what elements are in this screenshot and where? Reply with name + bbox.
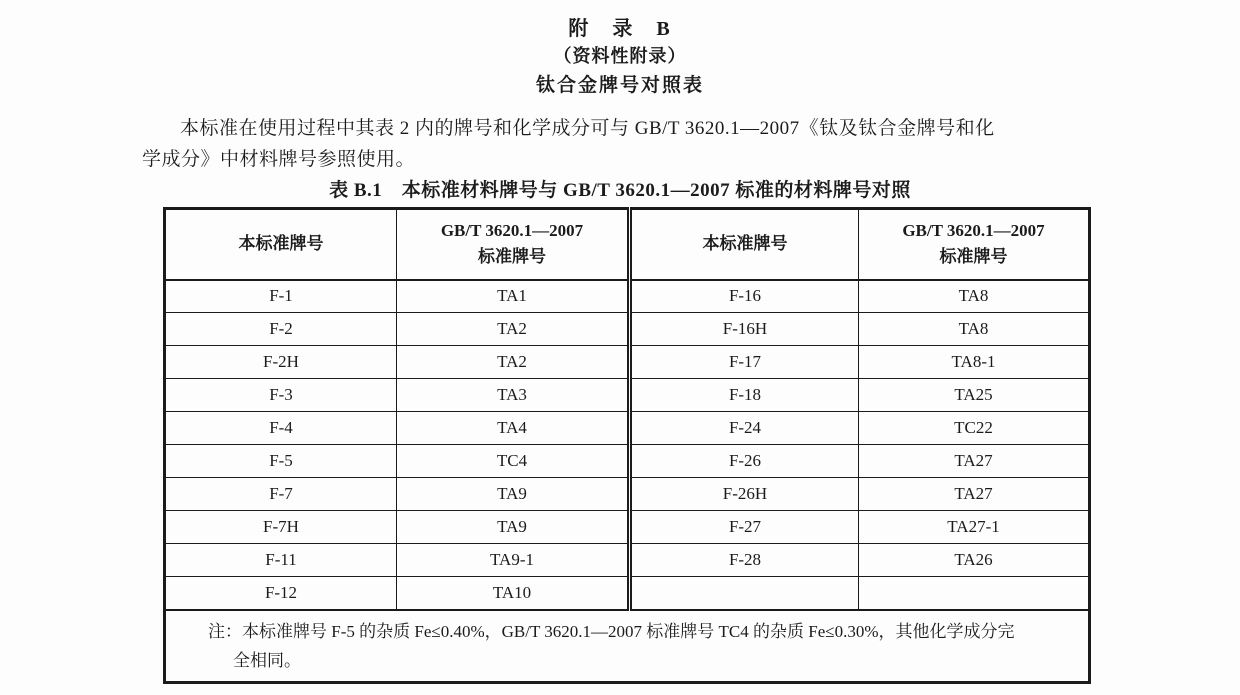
cell-grade: F-11 <box>165 544 397 577</box>
appendix-title: 附 录 B <box>568 18 672 40</box>
cell-grade: F-4 <box>165 412 397 445</box>
cell-gbt: TA9 <box>397 511 630 544</box>
cell-grade: F-2H <box>165 346 397 379</box>
note-line-1: 注：本标准牌号 F-5 的杂质 Fe≤0.40%，GB/T 3620.1—2007 标准牌号 TC4 的杂质 Fe≤0.30%，其他化学成分完 <box>208 621 1015 641</box>
table-row <box>165 280 1090 313</box>
cell-gbt: TA9-1 <box>397 544 630 577</box>
cell-gbt: TA10 <box>397 577 630 610</box>
cell-grade: F-26 <box>630 445 859 478</box>
header-gbt-left-line1: GB/T 3620.1—2007 <box>440 221 584 241</box>
table-note <box>165 610 1090 683</box>
cell-gbt: TA8-1 <box>859 346 1090 379</box>
cell-grade: F-7H <box>165 511 397 544</box>
appendix-subtitle: （资料性附录） <box>553 46 687 66</box>
cell-gbt: TA4 <box>397 412 630 445</box>
cell-gbt: TC22 <box>859 412 1090 445</box>
cell-grade: F-3 <box>165 379 397 412</box>
cell-grade: F-16H <box>630 313 859 346</box>
table-row <box>165 445 1090 478</box>
cell-gbt: TA8 <box>859 313 1090 346</box>
cell-gbt: TA1 <box>397 280 630 313</box>
table-row <box>165 478 1090 511</box>
cell-gbt: TA27-1 <box>859 511 1090 544</box>
cell-grade: F-12 <box>165 577 397 610</box>
cell-gbt: TC4 <box>397 445 630 478</box>
cell-gbt: TA2 <box>397 313 630 346</box>
cell-grade: F-24 <box>630 412 859 445</box>
cell-gbt <box>859 577 1090 610</box>
header-gbt-right <box>859 209 1090 280</box>
table-row <box>165 544 1090 577</box>
table-row <box>165 379 1090 412</box>
table-caption: 表 B.1 本标准材料牌号与 GB/T 3620.1—2007 标准的材料牌号对照 <box>329 180 911 201</box>
table-row <box>165 511 1090 544</box>
table-row <box>165 346 1090 379</box>
cell-gbt: TA8 <box>859 280 1090 313</box>
cell-gbt: TA26 <box>859 544 1090 577</box>
cell-gbt: TA2 <box>397 346 630 379</box>
table-row <box>165 577 1090 610</box>
intro-paragraph <box>142 113 1100 175</box>
cell-grade: F-7 <box>165 478 397 511</box>
cell-grade: F-27 <box>630 511 859 544</box>
cell-gbt: TA25 <box>859 379 1090 412</box>
table-row <box>165 412 1090 445</box>
table-note-row <box>165 610 1090 683</box>
cell-gbt: TA3 <box>397 379 630 412</box>
cell-grade: F-16 <box>630 280 859 313</box>
cell-gbt: TA9 <box>397 478 630 511</box>
cell-grade: F-28 <box>630 544 859 577</box>
cell-gbt: TA27 <box>859 478 1090 511</box>
intro-line-2: 学成分》中材料牌号参照使用。 <box>142 149 416 170</box>
cell-grade: F-18 <box>630 379 859 412</box>
cell-grade: F-17 <box>630 346 859 379</box>
header-this-standard-right: 本标准牌号 <box>630 209 859 280</box>
cell-grade: F-5 <box>165 445 397 478</box>
grade-comparison-table <box>163 207 1091 684</box>
cell-grade: F-1 <box>165 280 397 313</box>
cell-grade <box>630 577 859 610</box>
appendix-heading: 钛合金牌号对照表 <box>535 75 704 96</box>
header-gbt-left-line2: 标准牌号 <box>478 247 546 267</box>
note-line-2: 全相同。 <box>233 650 301 670</box>
cell-grade: F-2 <box>165 313 397 346</box>
cell-grade: F-26H <box>630 478 859 511</box>
header-gbt-left <box>397 209 630 280</box>
table-header-row <box>165 209 1090 280</box>
header-gbt-right-line2: 标准牌号 <box>939 247 1008 267</box>
cell-gbt: TA27 <box>859 445 1090 478</box>
header-this-standard-left: 本标准牌号 <box>165 209 397 280</box>
table-row <box>165 313 1090 346</box>
header-gbt-right-line1: GB/T 3620.1—2007 <box>902 221 1045 241</box>
intro-line-1: 本标准在使用过程中其表 2 内的牌号和化学成分可与 GB/T 3620.1—2007《钛及钛合金牌号和化 <box>180 118 995 139</box>
